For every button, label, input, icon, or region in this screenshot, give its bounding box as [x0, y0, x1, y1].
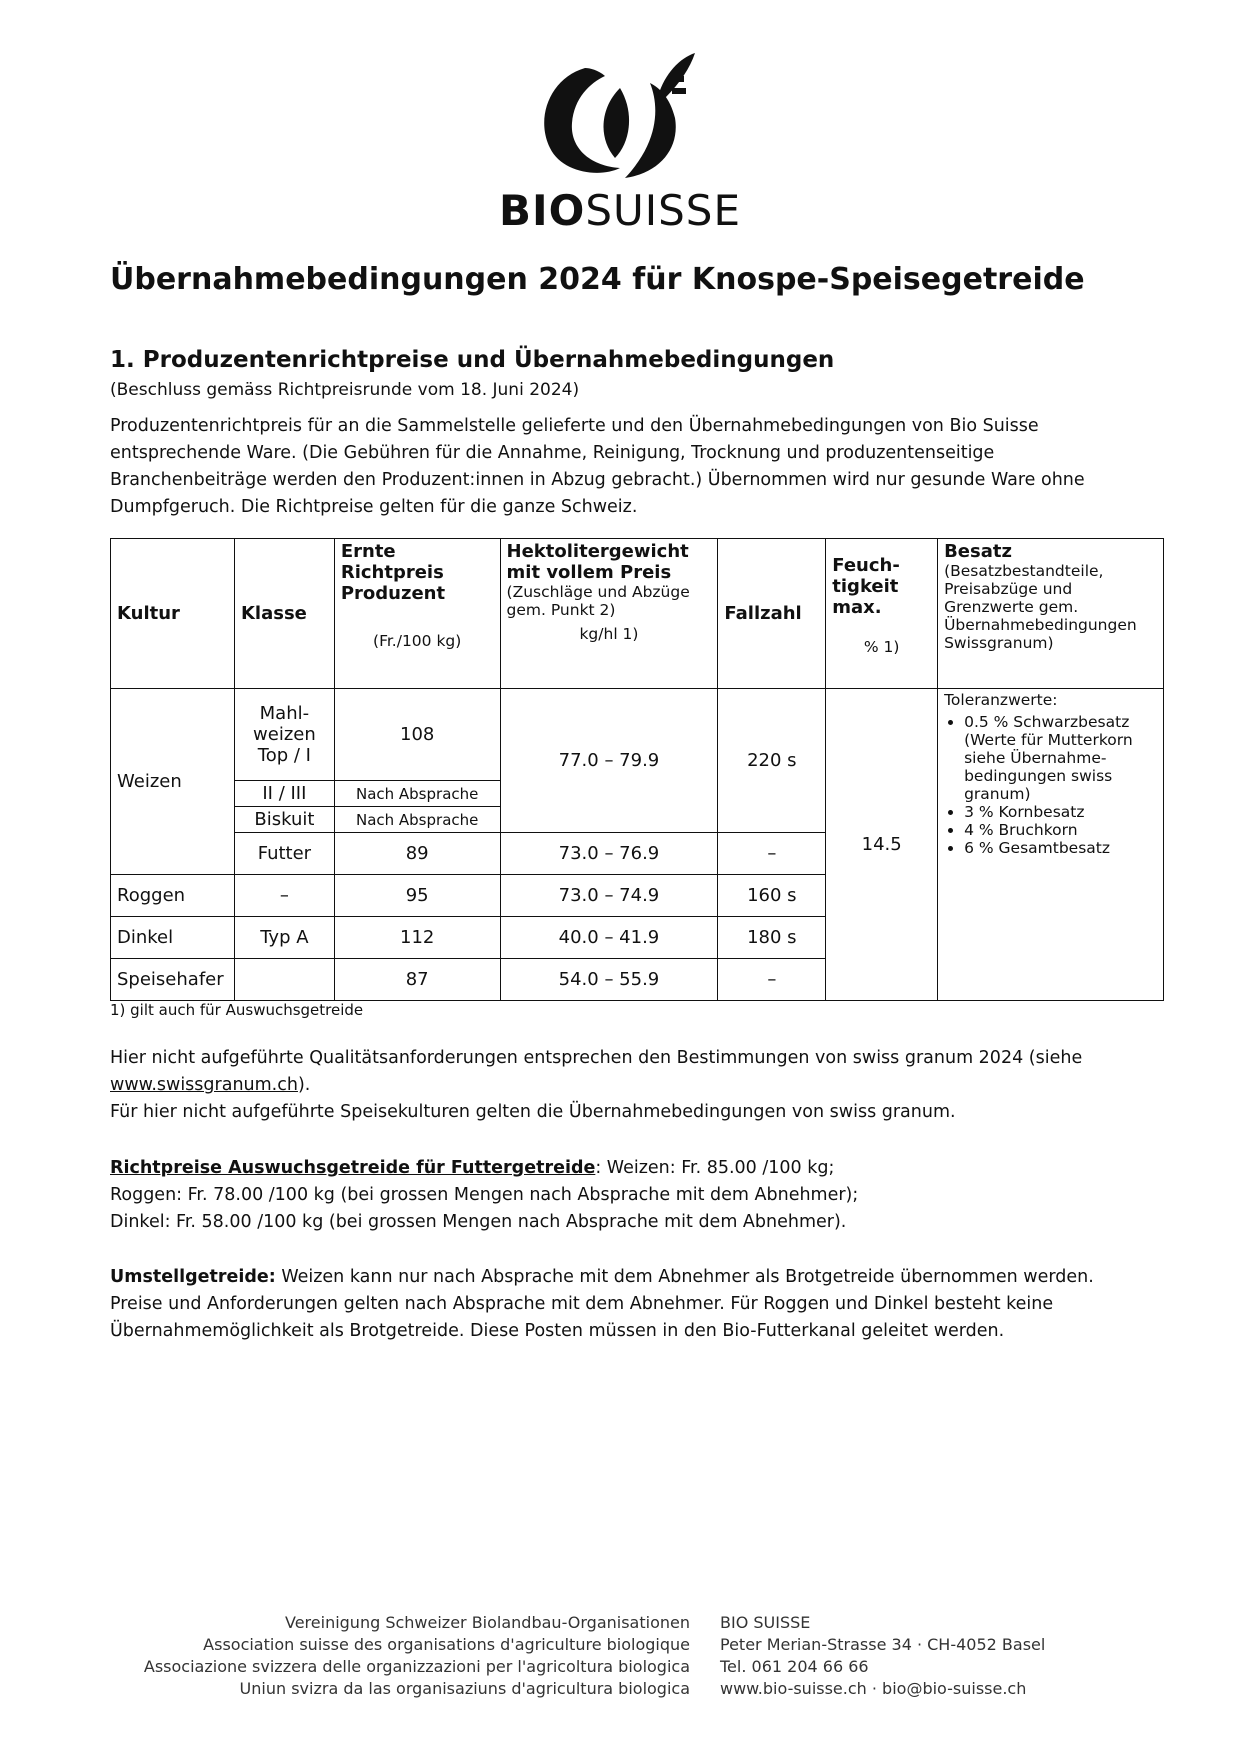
auswuchs-paragraph: Richtpreise Auswuchsgetreide für Futtergetreide: Weizen: Fr. 85.00 /100 kg; Roggen: Fr. 78.00 /100 kg (bei grossen Mengen nach Absprache mit dem Abnehmer); Dinkel: Fr. 58.00 /100 kg (bei grossen Mengen nach Absprache mit dem Abnehmer). [110, 1158, 859, 1232]
cell-klasse [234, 959, 334, 1001]
swissgranum-link[interactable]: www.swissgranum.ch [110, 1075, 298, 1095]
cell-preis: 112 [334, 917, 500, 959]
cell-fallzahl: 220 s [718, 689, 826, 833]
cell-besatz-toleranz: Toleranzwerte: • 0.5 % Schwarzbesatz (Werte für Mutterkorn siehe Übernahme-bedingungen swiss granum) • 3 % Kornbesatz • 4 % Bruchkorn • 6 % Gesamtbesatz [938, 689, 1164, 1001]
cell-kultur: Roggen [111, 875, 235, 917]
toleranz-list [944, 713, 1157, 857]
cell-preis: Nach Absprache [334, 807, 500, 833]
table-row [111, 689, 1164, 781]
cell-klasse: Biskuit [234, 807, 334, 833]
price-table [110, 538, 1164, 1001]
quality-paragraph: Hier nicht aufgeführte Qualitätsanforderungen entsprechen den Bestimmungen von swiss granum 2024 (siehe www.swissgranum.ch). Für hier nicht aufgeführte Speisekulturen gelten die Übernahmebedingungen von swiss granum. [110, 1048, 1083, 1122]
cell-hekto: 77.0 – 79.9 [500, 689, 718, 833]
list-item: • 0.5 % Schwarzbesatz (Werte für Mutterkorn siehe Übernahme-bedingungen swiss granum) [964, 713, 1157, 803]
cell-preis: Nach Absprache [334, 781, 500, 807]
section-heading: 1. Produzentenrichtpreise und Übernahmebedingungen [110, 347, 835, 373]
section-subheading: (Beschluss gemäss Richtpreisrunde vom 18. Juni 2024) [110, 380, 580, 400]
header-fallzahl: Fallzahl [718, 539, 826, 689]
cell-preis: 89 [334, 833, 500, 875]
bio-suisse-logo [490, 48, 750, 238]
cell-preis: 95 [334, 875, 500, 917]
header-kultur: Kultur [111, 539, 235, 689]
table-footnote: 1) gilt auch für Auswuchsgetreide [110, 1001, 364, 1019]
header-besatz: Besatz (Besatzbestandteile, Preisabzüge und Grenzwerte gem. Übernahmebedingungen Swissgranum) [938, 539, 1164, 689]
list-item: • 3 % Kornbesatz [964, 803, 1157, 821]
bud-logo-icon [490, 48, 750, 188]
cell-fallzahl: 160 s [718, 875, 826, 917]
cell-fallzahl: – [718, 833, 826, 875]
cell-hekto: 73.0 – 76.9 [500, 833, 718, 875]
cell-fallzahl: 180 s [718, 917, 826, 959]
cell-fallzahl: – [718, 959, 826, 1001]
list-item: • 4 % Bruchkorn [964, 821, 1157, 839]
cell-preis: 108 [334, 689, 500, 781]
cell-kultur: Dinkel [111, 917, 235, 959]
table-header-row [111, 539, 1164, 689]
cell-hekto: 54.0 – 55.9 [500, 959, 718, 1001]
cell-klasse: Typ A [234, 917, 334, 959]
header-ernte: Ernte Richtpreis Produzent (Fr./100 kg) [334, 539, 500, 689]
footer-contact: BIO SUISSE Peter Merian-Strasse 34 · CH-4052 Basel Tel. 061 204 66 66 www.bio-suisse.ch · bio@bio-suisse.ch [720, 1613, 1046, 1698]
page-title: Übernahmebedingungen 2024 für Knospe-Speisegetreide [110, 262, 1085, 297]
header-hektoliter: Hektolitergewicht mit vollem Preis (Zuschläge und Abzüge gem. Punkt 2) kg/hl 1) [500, 539, 718, 689]
cell-hekto: 40.0 – 41.9 [500, 917, 718, 959]
header-klasse: Klasse [234, 539, 334, 689]
intro-paragraph: Produzentenrichtpreis für an die Sammelstelle gelieferte und den Übernahmebedingungen von Bio Suisse entsprechende Ware. (Die Gebühren für die Annahme, Reinigung, Trocknung und produzentenseitige Branchenbeiträge werden den Produzent:innen in Abzug gebracht.) Übernommen wird nur gesunde Ware ohne Dumpfgeruch. Die Richtpreise gelten für die ganze Schweiz. [110, 416, 1085, 517]
logo-wordmark: BIOSUISSE [499, 186, 741, 235]
umstell-paragraph: Umstellgetreide: Weizen kann nur nach Absprache mit dem Abnehmer als Brotgetreide übernommen werden. Preise und Anforderungen gelten nach Absprache mit dem Abnehmer. Für Roggen und Dinkel besteht keine Übernahmemöglichkeit als Brotgetreide. Diese Posten müssen in den Bio-Futterkanal geleitet werden. [110, 1267, 1094, 1341]
cell-kultur: Speisehafer [111, 959, 235, 1001]
cell-klasse: Mahl-weizen Top / I [234, 689, 334, 781]
cell-hekto: 73.0 – 74.9 [500, 875, 718, 917]
cell-klasse: – [234, 875, 334, 917]
cell-klasse: Futter [234, 833, 334, 875]
list-item: • 6 % Gesamtbesatz [964, 839, 1157, 857]
cell-klasse: II / III [234, 781, 334, 807]
cell-feuchtigkeit: 14.5 [826, 689, 938, 1001]
header-feuchtigkeit: Feuch-tigkeit max. % 1) [826, 539, 938, 689]
footer-organisation: Vereinigung Schweizer Biolandbau-Organisationen Association suisse des organisations d'agriculture biologique Associazione svizzera delle organizzazioni per l'agricoltura biologica Uniun svizra da las organisaziuns d'agricultura biologica [143, 1613, 690, 1698]
cell-preis: 87 [334, 959, 500, 1001]
cell-kultur-weizen: Weizen [111, 689, 235, 875]
